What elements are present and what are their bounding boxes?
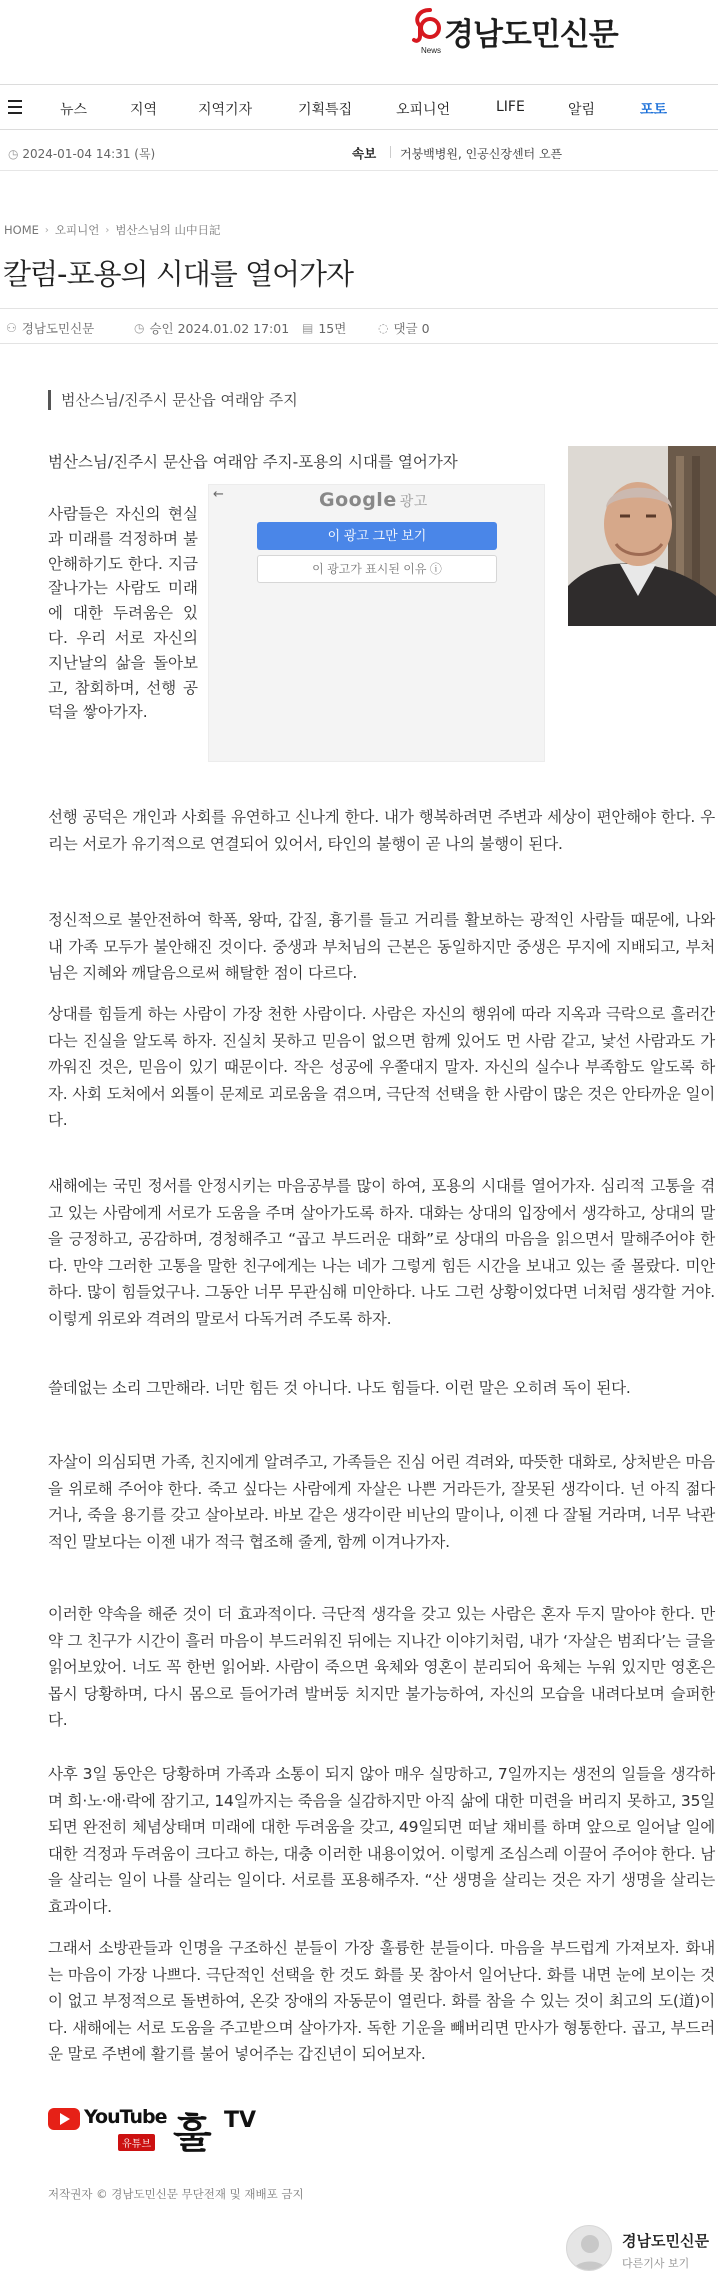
comment-icon: ◌ <box>378 321 389 335</box>
meta-approved: ◷ 승인 2024.01.02 17:01 <box>134 321 290 336</box>
article-subtitle: 범산스님/진주시 문산읍 여래암 주지 <box>48 390 648 410</box>
article-paragraph: 자살이 의심되면 가족, 친지에게 알려주고, 가족들은 진심 어린 격려와, 따뜻한 대화로, 상처받은 마음을 위로해 주어야 한다. 죽고 싶다는 사람에게 자살은 나쁜 거라든가, 잘못된 생각이다. 넌 아직 젊다거나, 죽을 용기를 갖고 살아보라. 바보 같은 생각이란 비난의 말이나, 이젠 다 잘될 거라며, 너무 낙관적인 말보다는 이젠 내가 적극 협조해 줄게, 함께 이겨나가자. <box>48 1453 715 1551</box>
newspaper-icon: ▤ <box>302 321 314 335</box>
breadcrumb-home[interactable]: HOME <box>4 223 39 237</box>
nav-item-opinion[interactable]: 오피니언 <box>396 102 451 118</box>
clock-icon: ◷ <box>8 147 19 161</box>
article-meta <box>0 308 718 344</box>
nav-item-photo[interactable]: 포토 <box>640 102 668 118</box>
breaking-news-link[interactable]: 거붕백병원, 인공신장센터 오픈 <box>400 147 563 161</box>
meta-comments[interactable]: ◌ 댓글 0 <box>378 321 430 336</box>
current-date: ◷ 2024-01-04 14:31 (목) <box>8 147 156 161</box>
meta-author: ⚇ 경남도민신문 <box>6 321 95 336</box>
article-paragraph: 사후 3일 동안은 당황하며 가족과 소통이 되지 않아 매우 실망하고, 7일까지는 생전의 일들을 생각하며 희·노·애·락에 잠기고, 14일까지는 죽음을 실감하지만 아직 삶에 대한 미련을 버리지 못하고, 35일되면 완전히 체념상태며 미래에 대한 두려움을 갖고, 49일되면 떠날 채비를 하며 앞으로 일어날 일에 대한 걱정과 두려움이 크다고 하는, 대충 이러한 내용이었어. 이렇게 조심스레 이끌어 주어야 한다. 남을 살리는 일이 나를 살리는 일이다. 서로를 포용해주자. “산 생명을 살리는 것은 자기 생명을 살리는 효과이다. <box>48 1765 715 1916</box>
chevron-right-icon: › <box>44 224 49 236</box>
article-paragraph: 선행 공덕은 개인과 사회를 유연하고 신나게 한다. 내가 행복하려면 주변과 세상이 편안해야 한다. 우리는 서로가 유기적으로 연결되어 있어서, 타인의 불행이 곧 나의 불행이 된다. <box>48 808 715 853</box>
youtube-logo-text[interactable]: YouTube <box>84 2106 167 2128</box>
avatar <box>566 2225 612 2271</box>
author-name: 경남도민신문 <box>622 2232 709 2250</box>
youtube-play-icon[interactable] <box>48 2108 80 2130</box>
article-paragraph: 이러한 약속을 해준 것이 더 효과적이다. 극단적 생각을 갖고 있는 사람은 혼자 두지 말아야 한다. 만약 그 친구가 시간이 흘러 마음이 부드러워진 뒤에는 지나간 이야기처럼, 내가 ‘자살은 범죄다’는 글을 읽어보았어. 너도 꼭 한번 읽어봐. 사람이 죽으면 육체와 영혼이 분리되어 육체는 누워 있지만 영혼은 몹시 당황하며, 다시 몸으로 들어가려 발버둥 치지만 불가능하여, 자신의 모습을 내려다보며 슬퍼한다. <box>48 1605 715 1729</box>
hamburger-icon[interactable] <box>0 85 36 129</box>
author-box <box>566 2222 718 2271</box>
tv-label: TV <box>224 2108 257 2133</box>
breadcrumb-opinion[interactable]: 오피니언 <box>54 223 100 237</box>
why-ad-button[interactable]: 이 광고가 표시된 이유 ⓘ <box>257 555 497 583</box>
article-paragraph: 새해에는 국민 정서를 안정시키는 마음공부를 많이 하여, 포용의 시대를 열어가자. 심리적 고통을 겪고 있는 사람에게 서로가 도움을 주며 살아가도록 하자. 대화는 상대의 입장에서 생각하고, 상대의 말을 긍정하고, 공감하며, 경청해주고 “곱고 부드러운 대화”로 상대의 마음을 읽으면서 말해주어야 한다. 만약 그러한 고통을 말한 친구에게는 나는 네가 그렇게 힘든 시간을 보내고 있는 줄 몰랐다. 미안하다. 많이 힘들었구나. 그동안 너무 무관심해 미안하다. 나도 그런 상황이었다면 너처럼 생각할 거야. 이렇게 위로와 격려의 말로서 다독거려 주도록 하자. <box>48 1177 715 1328</box>
nav-item-region[interactable]: 지역 <box>130 102 158 118</box>
article-lead-line: 범산스님/진주시 문산읍 여래암 주지-포용의 시대를 열어가자 <box>48 453 458 471</box>
svg-text:News: News <box>421 46 442 55</box>
clock-icon: ◷ <box>134 321 145 335</box>
nav-item-special[interactable]: 기획특집 <box>298 102 353 118</box>
divider <box>390 146 391 158</box>
nav-item-life[interactable]: LIFE <box>496 99 525 115</box>
breadcrumb-section[interactable]: 범산스님의 山中日記 <box>115 223 221 237</box>
author-more-articles-link[interactable]: 다른기사 보기 <box>622 2257 690 2270</box>
article-paragraph: 쓸데없는 소리 그만해라. 너만 힘든 것 아니다. 나도 힘들다. 이런 말은 오히려 독이 된다. <box>48 1379 631 1397</box>
back-arrow-icon[interactable]: ← <box>213 487 224 502</box>
nav-item-region-reporter[interactable]: 지역기자 <box>198 102 253 118</box>
article-paragraph: 그래서 소방관들과 인명을 구조하신 분들이 가장 훌륭한 분들이다. 마음을 부드럽게 가져보자. 화내는 마음이 가장 나쁘다. 극단적인 선택을 한 것도 화를 못 참아서 일어난다. 화를 내면 눈에 보이는 것이 없고 부정적으로 돌변하여, 온갖 장애의 자동문이 열린다. 화를 참을 수 있는 것이 최고의 도(道)이다. 새해에는 서로 도움을 주고받으며 살아가자. 독한 기운을 빼버리면 만사가 형통한다. 곱고, 부드러운 말로 주변에 활기를 불어 넣어주는 갑진년이 되어보자. <box>48 1939 715 2063</box>
main-navigation <box>0 84 718 130</box>
site-logo[interactable] <box>408 6 618 56</box>
meta-page: ▤ 15면 <box>302 321 347 336</box>
article-title: 칼럼-포용의 시대를 열어가자 <box>3 257 354 291</box>
author-photo <box>568 446 716 626</box>
chevron-right-icon: › <box>105 224 110 236</box>
user-icon: ⚇ <box>6 321 17 335</box>
ad-brand: Google 광고 <box>319 489 428 511</box>
google-ad-unit <box>208 484 545 762</box>
nav-item-notice[interactable]: 알림 <box>568 102 596 118</box>
logo-mark-icon <box>408 6 442 56</box>
info-bar <box>0 135 718 171</box>
hul-tv-logo[interactable]: 훌 <box>173 2110 212 2157</box>
article-paragraph: 정신적으로 불안전하여 학폭, 왕따, 갑질, 흉기를 들고 거리를 활보하는 광적인 사람들 때문에, 나와 내 가족 모두가 불안해진 것이다. 중생과 부처님의 근본은 동일하지만 중생은 무지에 지배되고, 부처님은 지혜와 깨달음으로써 해탈한 점이 다르다. <box>48 911 715 982</box>
logo-text: 경남도민신문 <box>444 16 618 53</box>
breaking-label: 속보 <box>352 146 377 161</box>
nav-item-news[interactable]: 뉴스 <box>60 102 88 118</box>
copyright-notice: 저작권자 © 경남도민신문 무단전재 및 재배포 금지 <box>48 2187 304 2201</box>
article-intro-paragraph: 사람들은 자신의 현실과 미래를 걱정하며 불안해하기도 한다. 지금 잘나가는 사람도 미래에 대한 두려움은 있다. 우리 서로 자신의 지난날의 삶을 돌아보고, 참회하며, 선행 공덕을 쌓아가자. <box>48 505 198 722</box>
youtube-sub-label: 유튜브 <box>118 2134 155 2151</box>
stop-ad-button[interactable]: 이 광고 그만 보기 <box>257 522 497 550</box>
channel-logos <box>48 2104 348 2164</box>
breadcrumb <box>4 222 221 238</box>
article-paragraph: 상대를 힘들게 하는 사람이 가장 천한 사람이다. 사람은 자신의 행위에 따라 지옥과 극락으로 흘러간다는 진실을 알도록 하자. 진실치 못하고 믿음이 없으면 함께 있어도 먼 사람 같고, 낯선 사람과도 가까워진 것은, 믿음이 있기 때문이다. 작은 성공에 우쭐대지 말자. 자신의 실수나 부족함도 알도록 하자. 사회 도처에서 외톨이 문제로 괴로움을 겪으며, 극단적 선택을 한 사람이 많은 것은 안타까운 일이다. <box>48 1005 715 1129</box>
site-header <box>0 0 718 64</box>
